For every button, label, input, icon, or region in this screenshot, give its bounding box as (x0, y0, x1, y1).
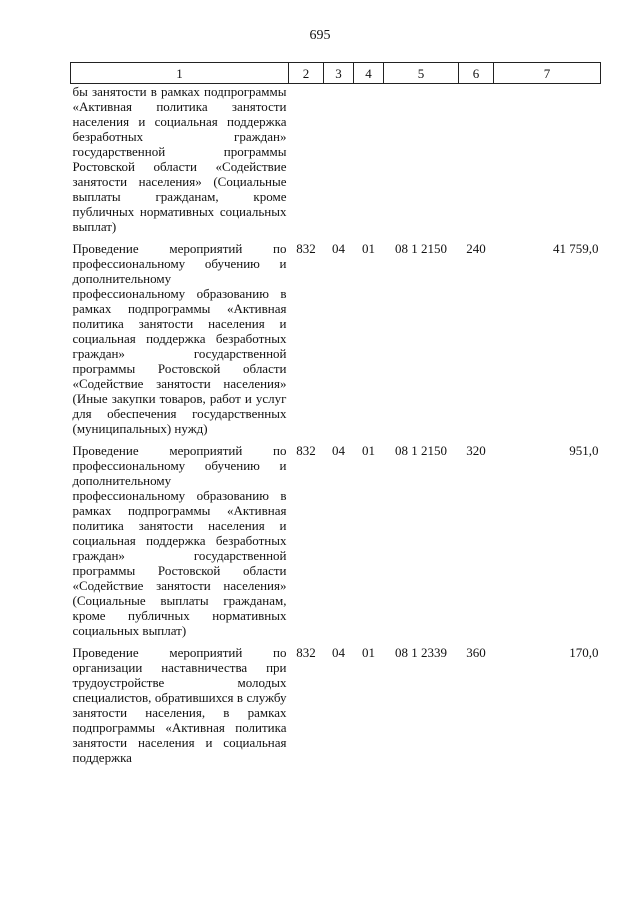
subsection-code (354, 84, 384, 235)
ministry-code: 832 (296, 645, 316, 660)
target-article-code: 08 1 2339 (395, 645, 447, 660)
budget-table (70, 62, 601, 765)
header-cell: 7 (494, 63, 601, 84)
section-code: 04 (332, 241, 345, 256)
header-cell: 4 (354, 63, 384, 84)
subsection-code: 01 (362, 645, 375, 660)
header-cell: 3 (324, 63, 354, 84)
expense-type-code: 360 (466, 645, 486, 660)
amount: 170,0 (569, 645, 599, 660)
section-code: 04 (332, 443, 345, 458)
amount (494, 84, 601, 235)
row-description: Проведение мероприятий по организации наставничества при трудоустройстве молодых специалистов, обратившихся в службу занятости населения, в рамках подпрограммы «Активная политика занятости населения и социальная поддержка (72, 645, 287, 765)
table-row (71, 638, 601, 765)
target-article-code: 08 1 2150 (395, 241, 447, 256)
amount: 41 759,0 (553, 241, 599, 256)
expense-type-code: 240 (466, 241, 486, 256)
ministry-code: 832 (296, 443, 316, 458)
amount: 951,0 (569, 443, 599, 458)
table-row (71, 436, 601, 638)
expense-type-code (459, 84, 494, 235)
subsection-code: 01 (362, 241, 375, 256)
row-description: Проведение мероприятий по профессиональному обучению и дополнительному профессиональному образованию в рамках подпрограммы «Активная политика занятости населения и социальная поддержка безработных граждан» государственной программы Ростовской области «Содействие занятости населения» (Социальные выплаты гражданам, кроме публичных нормативных социальных выплат) (72, 443, 287, 638)
section-code (324, 84, 354, 235)
ministry-code (289, 84, 324, 235)
table-row (71, 84, 601, 235)
target-article-code: 08 1 2150 (395, 443, 447, 458)
subsection-code: 01 (362, 443, 375, 458)
expense-type-code: 320 (466, 443, 486, 458)
header-row (71, 63, 601, 84)
section-code: 04 (332, 645, 345, 660)
target-article-code (384, 84, 459, 235)
row-description: бы занятости в рамках подпрограммы «Активная политика занятости населения и социальная поддержка безработных граждан» государственной программы Ростовской области «Содействие занятости населения» (Социальные выплаты гражданам, кроме публичных нормативных социальных выплат) (72, 84, 287, 234)
header-cell: 6 (459, 63, 494, 84)
header-cell: 1 (71, 63, 289, 84)
header-cell: 5 (384, 63, 459, 84)
page-number: 695 (309, 28, 331, 43)
row-description: Проведение мероприятий по профессиональному обучению и дополнительному профессиональному образованию в рамках подпрограммы «Активная политика занятости населения и социальная поддержка безработных граждан» государственной программы Ростовской области «Содействие занятости населения» (Иные закупки товаров, работ и услуг для обеспечения государственных (муниципальных) нужд) (72, 241, 287, 436)
header-cell: 2 (289, 63, 324, 84)
ministry-code: 832 (296, 241, 316, 256)
table-row (71, 234, 601, 436)
